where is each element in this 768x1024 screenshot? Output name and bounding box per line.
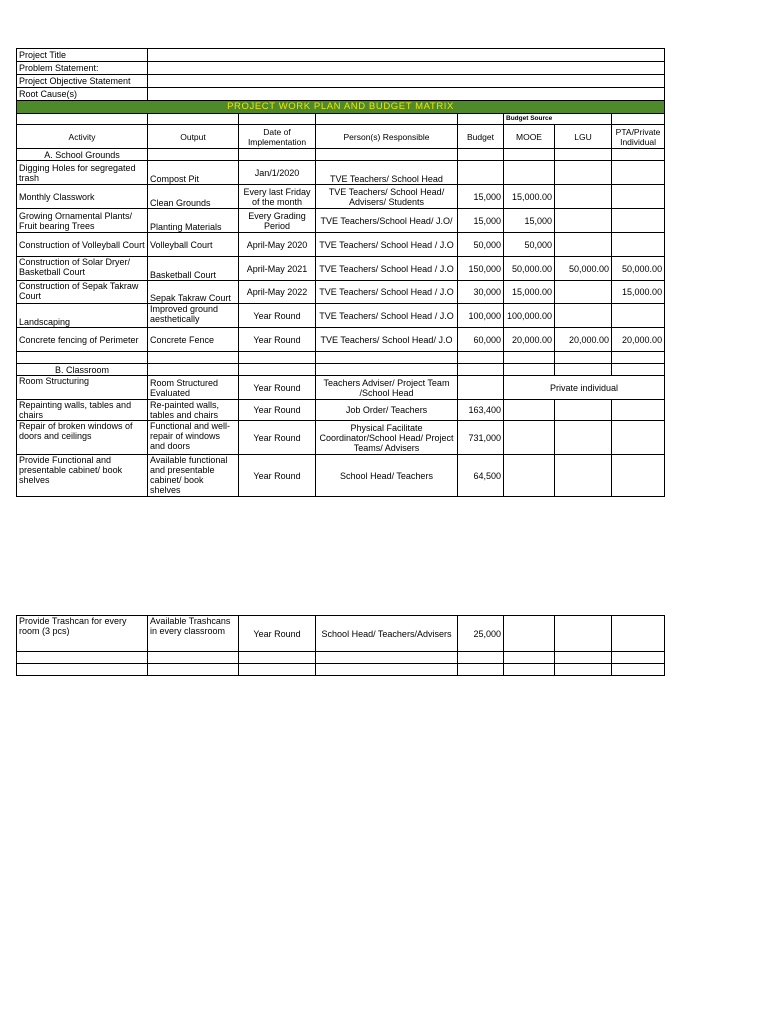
table-row: Provide Functional and presentable cabinet/ book shelves Available functional and presentable cabinet/ book shelves Year Round School Head/ Teachers 64,500: [17, 455, 665, 497]
section-classroom: B. Classroom: [17, 364, 148, 376]
table-row: Construction of Solar Dryer/ Basketball Court Basketball Court April-May 2021 TVE Teachers/ School Head / J.O 150,000 50,000.00 50,000.00 50,000.00: [17, 257, 665, 281]
col-pta: PTA/Private Individual: [612, 125, 665, 149]
problem-statement-label: Problem Statement:: [17, 62, 148, 75]
table-row: Room Structuring Room Structured Evaluated Year Round Teachers Adviser/ Project Team /School Head Private individual: [17, 376, 665, 400]
project-title-label: Project Title: [17, 49, 148, 62]
col-activity: Activity: [17, 125, 148, 149]
col-date: Date of Implementation: [239, 125, 316, 149]
col-persons: Person(s) Responsible: [316, 125, 458, 149]
col-lgu: LGU: [555, 125, 612, 149]
private-individual-source: Private individual: [504, 376, 665, 400]
table-row: Digging Holes for segregated trash Compost Pit Jan/1/2020 TVE Teachers/ School Head: [17, 161, 665, 185]
col-budget: Budget: [458, 125, 504, 149]
root-cause-label: Root Cause(s): [17, 88, 148, 101]
table-row: Repainting walls, tables and chairs Re-painted walls, tables and chairs Year Round Job Order/ Teachers 163,400: [17, 400, 665, 421]
table-row: Construction of Sepak Takraw Court Sepak Takraw Court April-May 2022 TVE Teachers/ School Head / J.O 30,000 15,000.00 15,000.00: [17, 281, 665, 304]
project-info-table: [16, 48, 665, 676]
objective-statement-label: Project Objective Statement: [17, 75, 148, 88]
table-row: Growing Ornamental Plants/ Fruit bearing Trees Planting Materials Every Grading Period TVE Teachers/School Head/ J.O/ 15,000 15,000: [17, 209, 665, 233]
table-row: Concrete fencing of Perimeter Concrete Fence Year Round TVE Teachers/ School Head/ J.O 60,000 20,000.00 20,000.00 20,000.00: [17, 328, 665, 352]
table-row: Construction of Volleyball Court Volleyball Court April-May 2020 TVE Teachers/ School Head / J.O 50,000 50,000: [17, 233, 665, 257]
table-row: Landscaping Improved ground aesthetically Year Round TVE Teachers/ School Head / J.O 100,000 100,000.00: [17, 304, 665, 328]
table-row: Provide Trashcan for every room (3 pcs) Available Trashcans in every classroom Year Round School Head/ Teachers/Advisers 25,000: [17, 616, 665, 652]
col-output: Output: [148, 125, 239, 149]
table-row: Monthly Classwork Clean Grounds Every last Friday of the month TVE Teachers/ School Head/ Advisers/ Students 15,000 15,000.00: [17, 185, 665, 209]
work-plan-sheet: [16, 48, 664, 676]
section-school-grounds: A. School Grounds: [17, 149, 148, 161]
root-cause-value: [148, 88, 665, 101]
problem-statement-value: [148, 62, 665, 75]
col-mooe: MOOE: [504, 125, 555, 149]
matrix-title: PROJECT WORK PLAN AND BUDGET MATRIX: [17, 101, 665, 114]
project-title-value: [148, 49, 665, 62]
objective-statement-value: [148, 75, 665, 88]
table-row: Repair of broken windows of doors and ceilings Functional and well-repair of windows and doors Year Round Physical Facilitate Coordinator/School Head/ Project Teams/ Advisers 731,000: [17, 421, 665, 455]
budget-source-label: Budget Source: [504, 114, 612, 125]
